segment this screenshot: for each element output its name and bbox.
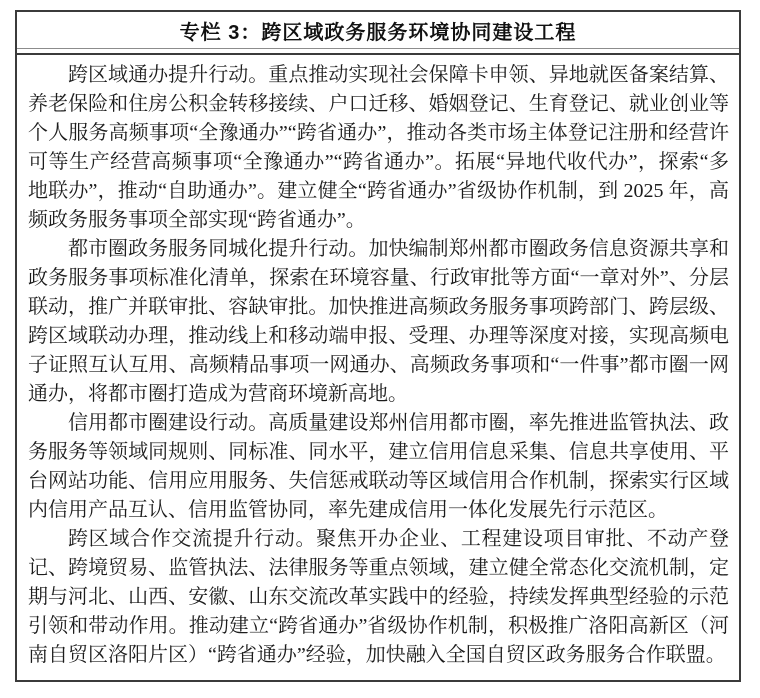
paragraph-metro-area-services: 都市圈政务服务同城化提升行动。加快编制郑州都市圈政务信息资源共享和政务服务事项标准化清单，探索在环境容量、行政审批等方面“一章对外”、分层联动，推广并联审批、容缺审批。加快推进高频政务服务事项跨部门、跨层级、跨区域联动办理，推动线上和移动端申报、受理、办理等深度对接，实现高频电子证照互认互用、高频精品事项一网通办、高频政务事项和“一件事”都市圈一网通办，将都市圈打造成为营商环境新高地。: [28, 238, 729, 405]
paragraph-cross-region-tongban: 跨区域通办提升行动。重点推动实现社会保障卡申领、异地就医备案结算、养老保险和住房公积金转移接续、户口迁移、婚姻登记、生育登记、就业创业等个人服务高频事项“全豫通办”“跨省通办”，推动各类市场主体登记注册和经营许可等生产经营高频事项“全豫通办”“跨省通办”。拓展“异地代收代办”，探索“多地联办”，推动“自助通办”。建立健全“跨省通办”省级协作机制，到 2025 年，高频政务服务事项全部实现“跨省通办”。: [28, 64, 729, 231]
paragraph-credit-metro-area: 信用都市圈建设行动。高质量建设郑州信用都市圈，率先推进监管执法、政务服务等领域同规则、同标准、同水平，建立信用信息采集、信息共享使用、平台网站功能、信用应用服务、失信惩戒联动等区域信用合作机制，探索实行区域内信用产品互认、信用监管协同，率先建成信用一体化发展先行示范区。: [28, 412, 729, 521]
callout-box: [15, 10, 741, 682]
box-body: [17, 53, 739, 680]
paragraph-cross-region-cooperation: 跨区域合作交流提升行动。聚焦开办企业、工程建设项目审批、不动产登记、跨境贸易、监管执法、法律服务等重点领域，建立健全常态化交流机制，定期与河北、山西、安徽、山东交流改革实践中的经验，持续发挥典型经验的示范引领和带动作用。推动建立“跨省通办”省级协作机制，积极推广洛阳高新区（河南自贸区洛阳片区）“跨省通办”经验，加快融入全国自贸区政务服务合作联盟。: [28, 528, 729, 666]
box-title: 专栏 3：跨区域政务服务环境协同建设工程: [17, 12, 739, 49]
